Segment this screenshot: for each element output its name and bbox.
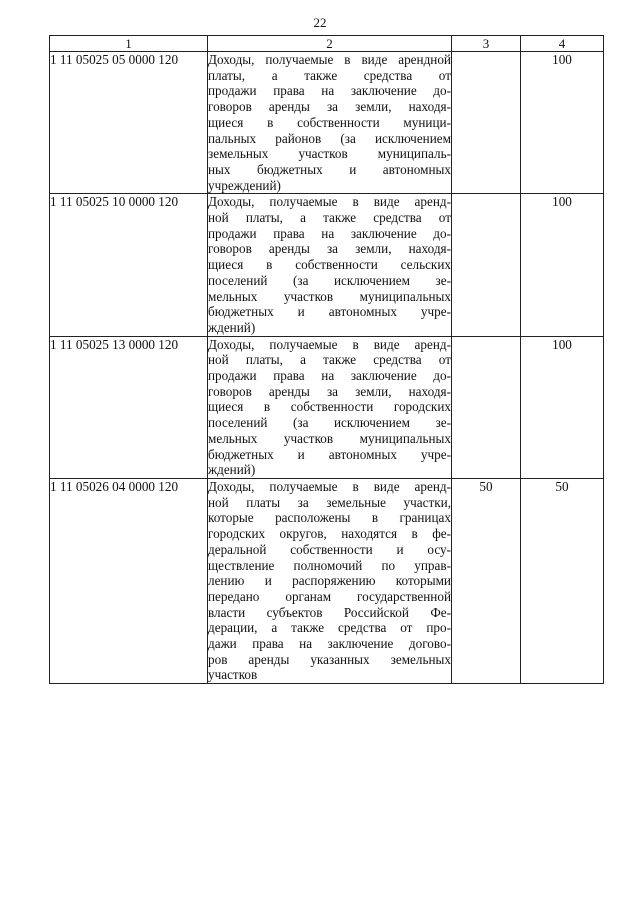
description-line: ной платы за земельные участки,: [208, 494, 451, 510]
description-line: дажи права на заключение догово-: [208, 636, 451, 652]
description-line: власти субъектов Российской Фе-: [208, 604, 451, 620]
col4-value: 50: [521, 478, 604, 683]
description-line: продажи права на заключение до-: [208, 225, 451, 241]
col3-value: 50: [452, 478, 521, 683]
header-col-3: 3: [452, 36, 521, 52]
budget-code-cell: 1 11 05026 04 0000 120: [50, 478, 208, 683]
description-line: земельных участков муниципаль-: [208, 146, 451, 162]
description-line: лению и распоряжению которыми: [208, 573, 451, 589]
description-line: щиеся в собственности сельских: [208, 257, 451, 273]
description-line: ной платы, а также средства от: [208, 210, 451, 226]
header-col-4: 4: [521, 36, 604, 52]
description-line: Доходы, получаемые в виде аренд-: [208, 336, 451, 352]
description-line: учреждений): [208, 177, 281, 193]
description-line: Доходы, получаемые в виде аренд-: [208, 478, 451, 494]
revenue-table: [49, 35, 604, 684]
description-line: щиеся в собственности муници-: [208, 114, 451, 130]
description-line: поселений (за исключением зе-: [208, 415, 451, 431]
table-row: [50, 478, 604, 683]
description-line: бюджетных и автономных учре-: [208, 304, 451, 320]
description-line: говоров аренды за земли, находя-: [208, 383, 451, 399]
budget-code-cell: 1 11 05025 13 0000 120: [50, 336, 208, 478]
description-line: ждений): [208, 319, 256, 335]
col4-value: 100: [521, 52, 604, 194]
description-line: деральной собственности и осу-: [208, 541, 451, 557]
description-line: продажи права на заключение до-: [208, 368, 451, 384]
description-line: ров аренды указанных земельных: [208, 651, 451, 667]
description-line: мельных участков муниципальных: [208, 430, 451, 446]
description-line: поселений (за исключением зе-: [208, 272, 451, 288]
description-cell: [208, 336, 452, 478]
description-line: пальных районов (за исключением: [208, 130, 451, 146]
description-cell: [208, 52, 452, 194]
col3-value: [452, 336, 521, 478]
description-line: Доходы, получаемые в виде аренд-: [208, 194, 451, 210]
description-line: ных бюджетных и автономных: [208, 161, 451, 177]
table-body: [50, 52, 604, 684]
description-line: ществление полномочий по управ-: [208, 557, 451, 573]
budget-code-cell: 1 11 05025 10 0000 120: [50, 194, 208, 336]
description-line: ждений): [208, 462, 256, 478]
col3-value: [452, 52, 521, 194]
description-line: которые расположены в границах: [208, 510, 451, 526]
description-line: продажи права на заключение до-: [208, 83, 451, 99]
header-col-2: 2: [208, 36, 452, 52]
description-cell: [208, 478, 452, 683]
table-row: [50, 194, 604, 336]
page-number: 22: [313, 15, 327, 30]
description-line: дерации, а также средства от про-: [208, 620, 451, 636]
table-row: [50, 52, 604, 194]
table-header-row: [50, 36, 604, 52]
description-line: городских округов, находятся в фе-: [208, 526, 451, 542]
header-col-1: 1: [50, 36, 208, 52]
description-line: передано органам государственной: [208, 588, 451, 604]
description-cell: [208, 194, 452, 336]
col4-value: 100: [521, 336, 604, 478]
description-line: говоров аренды за земли, находя-: [208, 241, 451, 257]
col3-value: [452, 194, 521, 336]
description-line: мельных участков муниципальных: [208, 288, 451, 304]
description-line: бюджетных и автономных учре-: [208, 446, 451, 462]
table-row: [50, 336, 604, 478]
description-line: платы, а также средства от: [208, 67, 451, 83]
description-line: Доходы, получаемые в виде арендной: [208, 52, 451, 67]
description-line: ной платы, а также средства от: [208, 352, 451, 368]
description-line: щиеся в собственности городских: [208, 399, 451, 415]
description-line: говоров аренды за земли, находя-: [208, 99, 451, 115]
col4-value: 100: [521, 194, 604, 336]
description-line: участков: [208, 667, 258, 683]
budget-code-cell: 1 11 05025 05 0000 120: [50, 52, 208, 194]
